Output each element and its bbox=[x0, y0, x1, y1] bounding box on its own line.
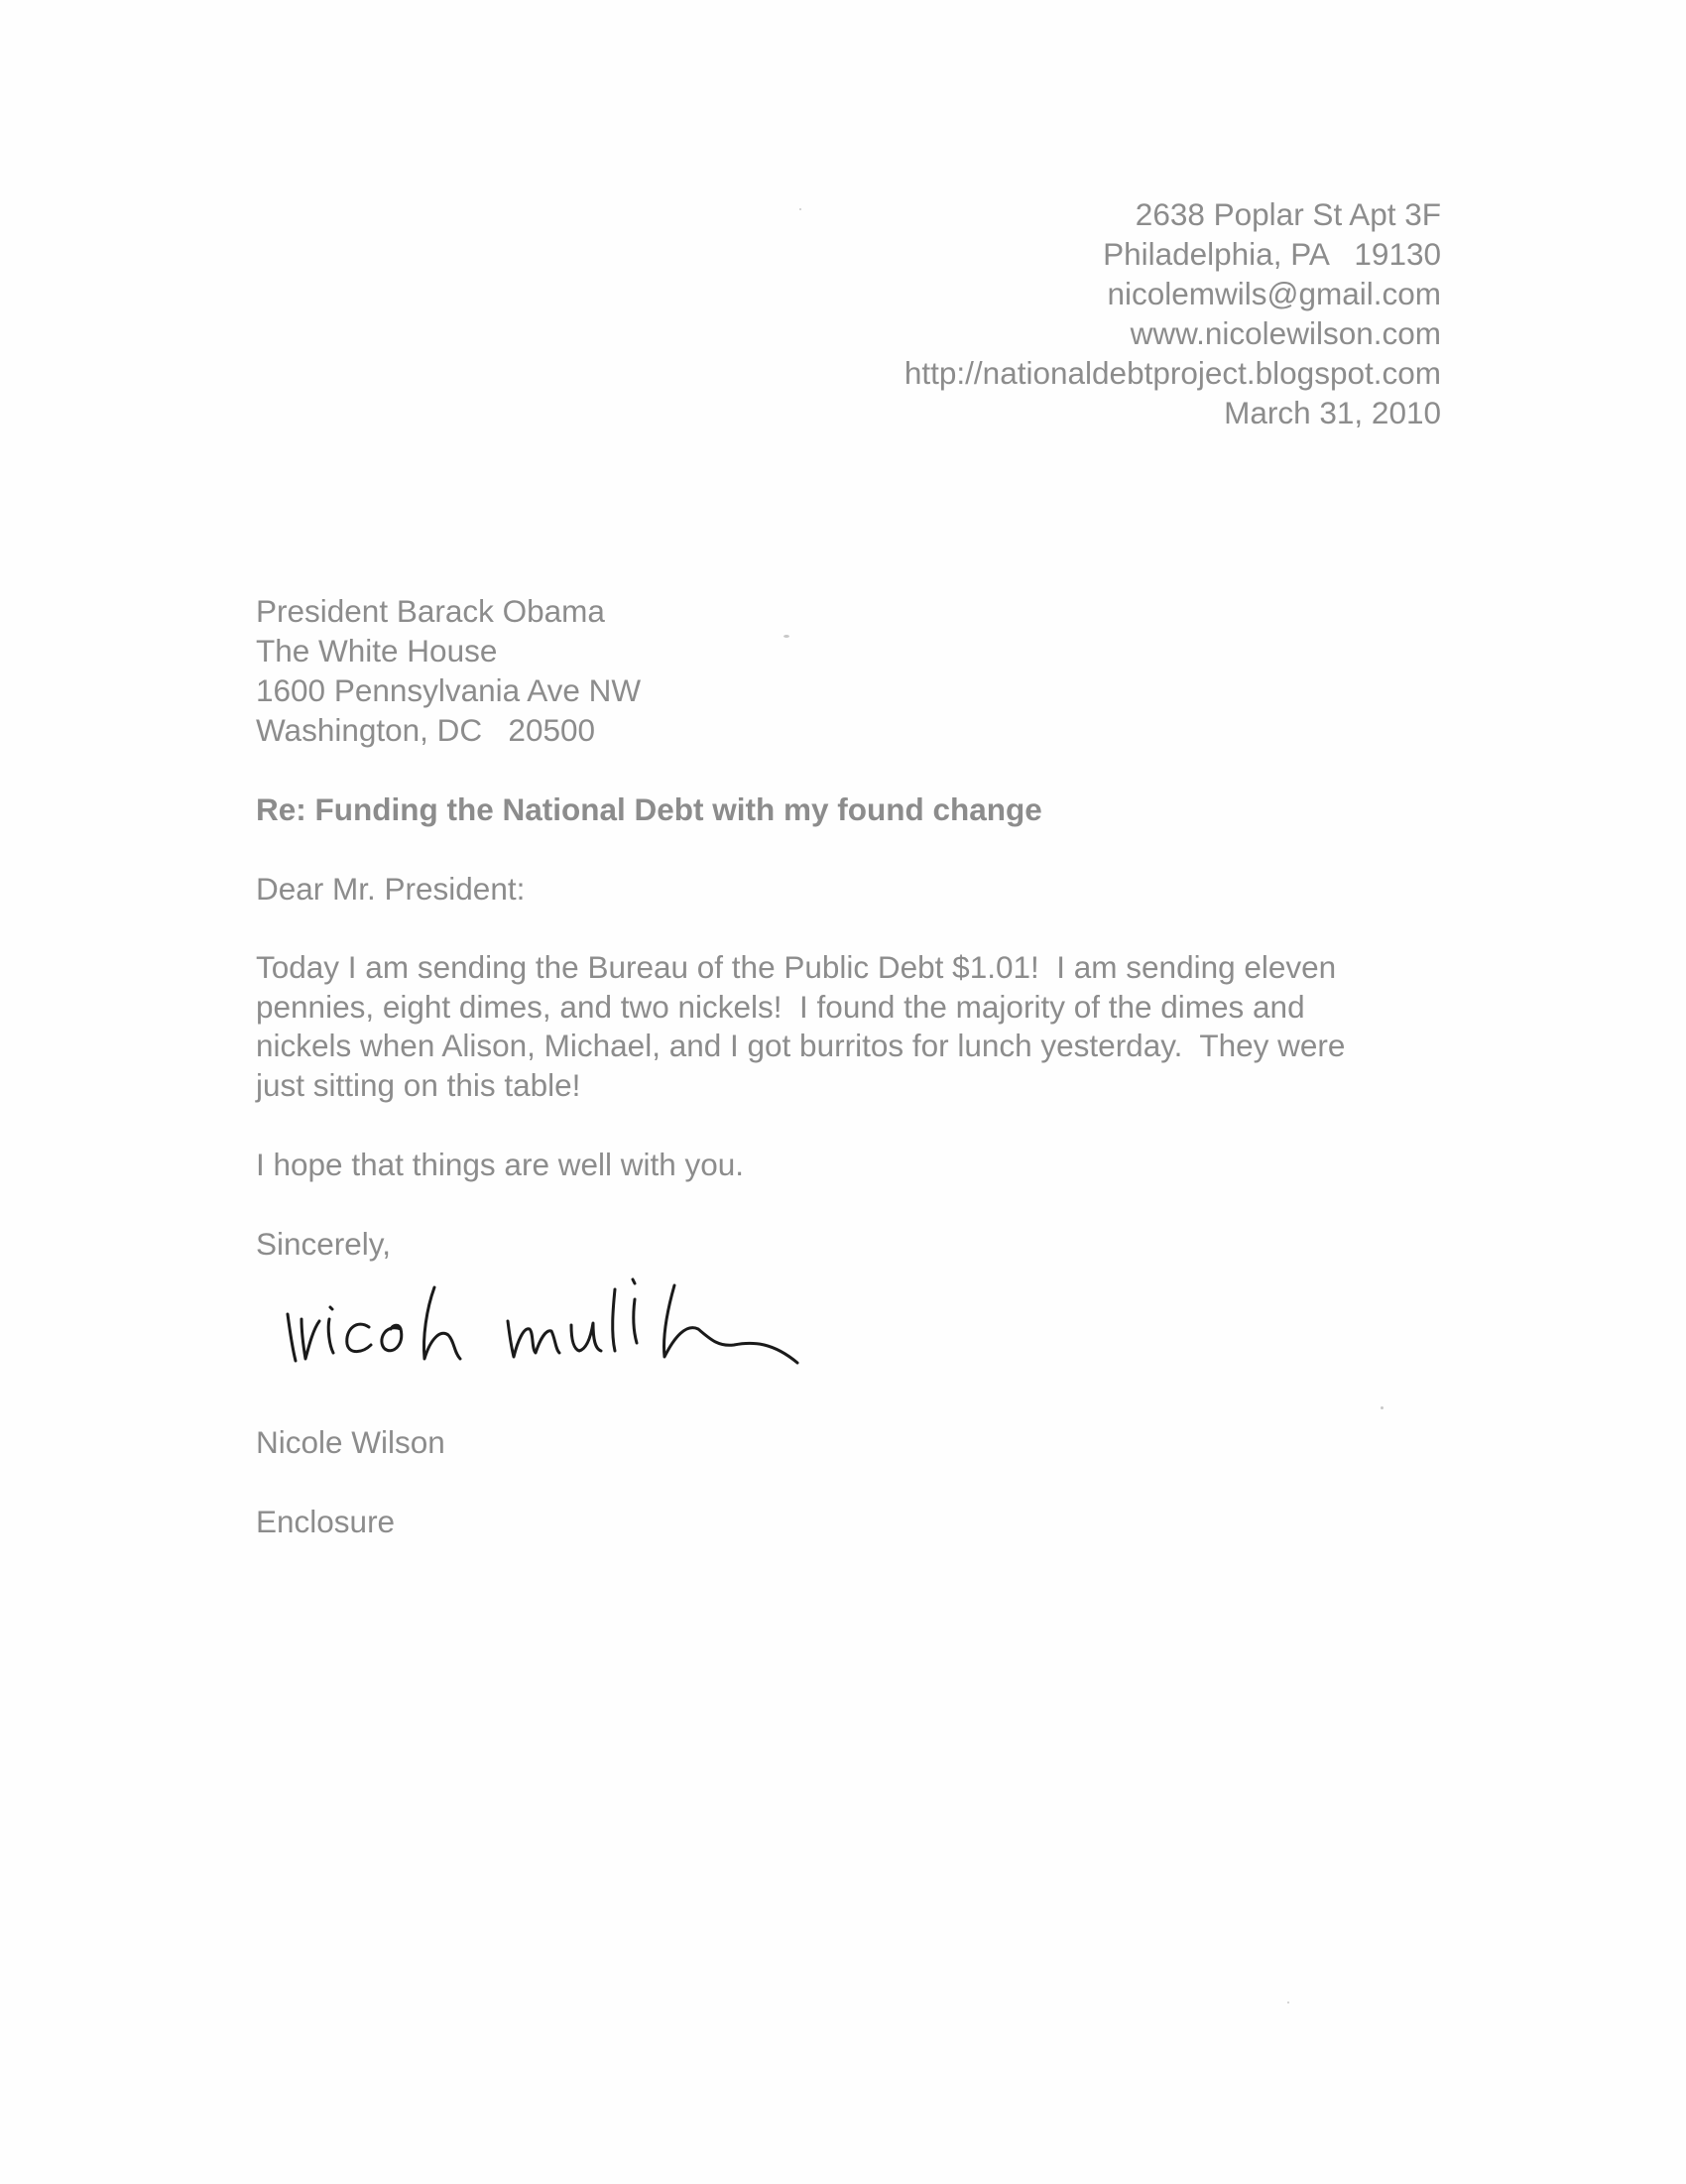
recipient-street: 1600 Pennsylvania Ave NW bbox=[256, 672, 642, 708]
scan-speck bbox=[1287, 2002, 1289, 2003]
recipient-organization: The White House bbox=[256, 633, 498, 668]
handwritten-signature bbox=[278, 1250, 813, 1398]
sender-blog: http://nationaldebtproject.blogspot.com bbox=[903, 355, 1441, 391]
subject-line: Re: Funding the National Debt with my found change bbox=[256, 791, 1042, 827]
sender-block bbox=[904, 194, 1441, 432]
recipient-city-line: Washington, DC 20500 bbox=[256, 712, 596, 748]
signer-name: Nicole Wilson bbox=[256, 1424, 445, 1460]
scan-speck bbox=[783, 635, 789, 638]
scan-speck bbox=[1381, 1406, 1384, 1409]
closing: Sincerely, bbox=[256, 1226, 391, 1262]
body-line: pennies, eight dimes, and two nickels! I found the majority of the dimes and bbox=[256, 988, 1305, 1025]
letter-date: March 31, 2010 bbox=[1224, 395, 1441, 430]
sender-website: www.nicolewilson.com bbox=[1130, 315, 1441, 351]
enclosure-note: Enclosure bbox=[256, 1504, 396, 1539]
recipient-block bbox=[256, 591, 641, 750]
body-line: nickels when Alison, Michael, and I got burritos for lunch yesterday. They were bbox=[256, 1028, 1346, 1063]
body-line: Today I am sending the Bureau of the Public Debt $1.01! I am sending eleven bbox=[256, 949, 1337, 985]
body-line: just sitting on this table! bbox=[256, 1066, 581, 1103]
salutation: Dear Mr. President: bbox=[256, 871, 526, 907]
sender-address-line2: Philadelphia, PA 19130 bbox=[1103, 236, 1441, 272]
recipient-name: President Barack Obama bbox=[256, 593, 605, 629]
closing-wish: I hope that things are well with you. bbox=[256, 1147, 745, 1182]
sender-email: nicolemwils@gmail.com bbox=[1107, 276, 1441, 311]
sender-address-line1: 2638 Poplar St Apt 3F bbox=[1135, 196, 1441, 232]
scan-speck bbox=[799, 208, 801, 210]
letter-body bbox=[256, 948, 1436, 1105]
